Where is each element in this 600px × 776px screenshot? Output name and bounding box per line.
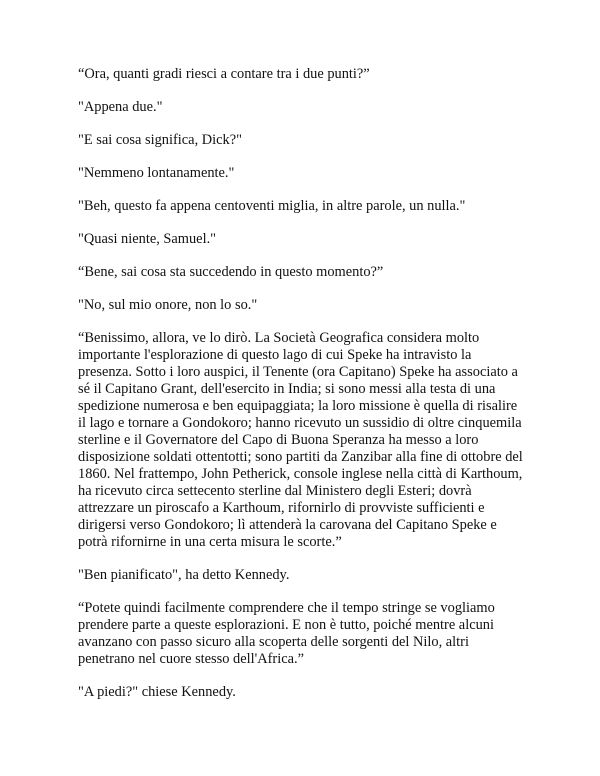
paragraph-2: "Appena due." bbox=[78, 99, 163, 115]
paragraph-4: "Nemmeno lontanamente." bbox=[78, 165, 235, 181]
paragraph-3: "E sai cosa significa, Dick?" bbox=[78, 132, 242, 148]
paragraph-10: "Ben pianificato", ha detto Kennedy. bbox=[78, 567, 290, 583]
paragraph-8: "No, sul mio onore, non lo so." bbox=[78, 297, 258, 313]
document-body bbox=[78, 66, 526, 717]
paragraph-1: “Ora, quanti gradi riesci a contare tra i due punti?” bbox=[78, 66, 370, 82]
paragraph-5: "Beh, questo fa appena centoventi miglia, in altre parole, un nulla." bbox=[78, 198, 466, 214]
paragraph-9: “Benissimo, allora, ve lo dirò. La Società Geografica considera molto importante l'esplorazione di questo lago di cui Speke ha intravisto la presenza. Sotto i loro auspici, il Tenente (ora Capitano) Speke ha associato a sé il Capitano Grant, dell'esercito in India; si sono messi alla testa di una spedizione numerosa e ben equipaggiata; la loro missione è quella di risalire il lago e tornare a Gondokoro; hanno ricevuto un sussidio di oltre cinquemila sterline e il Governatore del Capo di Buona Speranza ha messo a loro disposizione soldati ottentotti; sono partiti da Zanzibar alla fine di ottobre del 1860. Nel frattempo, John Petherick, console inglese nella città di Karthoum, ha ricevuto circa settecento sterline dal Ministero degli Esteri; dovrà attrezzare un piroscafo a Karthoum, rifornirlo di provviste sufficienti e dirigersi verso Gondokoro; lì attenderà la carovana del Capitano Speke e potrà rifornirne in una certa misura le scorte.” bbox=[78, 330, 523, 550]
paragraph-6: "Quasi niente, Samuel." bbox=[78, 231, 217, 247]
paragraph-12: "A piedi?" chiese Kennedy. bbox=[78, 684, 236, 700]
paragraph-7: “Bene, sai cosa sta succedendo in questo momento?” bbox=[78, 264, 384, 280]
paragraph-11: “Potete quindi facilmente comprendere che il tempo stringe se vogliamo prendere parte a queste esplorazioni. E non è tutto, poiché mentre alcuni avanzano con passo sicuro alla scoperta delle sorgenti del Nilo, altri penetrano nel cuore stesso dell'Africa.” bbox=[78, 600, 495, 667]
